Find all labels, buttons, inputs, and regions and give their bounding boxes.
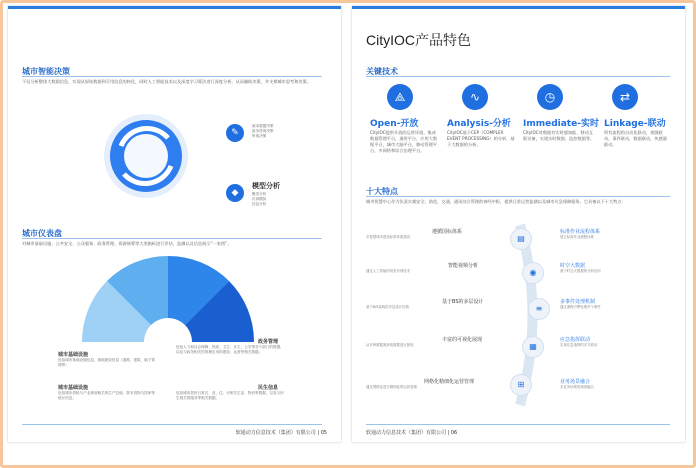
decision-item: 政务咨询决策	[252, 129, 274, 134]
realtime-icon: ◷	[537, 84, 563, 110]
feature-text: 建立标准作业流程体系	[560, 235, 594, 239]
page-footer: 软通动力信息技术（集团）有限公司 | 06	[366, 430, 458, 436]
section-divider	[366, 76, 670, 77]
dash-label-text: 包括城市居民日常衣、食、住、行相关生活、物价等数据，以及与民生相关的服务等相关数据。	[176, 391, 284, 401]
feature-text: 多业务场景的深度融合	[560, 385, 594, 389]
feature-title: 智能视频分析	[448, 263, 479, 269]
dash-label-text: 包括人力和社会保障、民政、卫生、计生、公安等各个部门的数据，以及与政务相关的管理应用的建设、运营等相关数据。	[176, 345, 284, 355]
section-title-features: 十大特点	[366, 187, 398, 196]
feature-text: 通过网格化进行精细化的运营管理	[366, 385, 417, 389]
section-divider	[22, 238, 322, 239]
decision-description: 不仅分析整体大数据信息，实现从原始数据到可用信息的转化，同时人工智能技术以及深度学习算法进行深度分析，从而辅助决策，并支撑城市思考和决策。	[22, 79, 311, 84]
video-icon: ◉	[522, 262, 544, 284]
decision-items	[252, 124, 312, 140]
footer-divider	[366, 424, 670, 425]
linkage-icon: ⇄	[612, 84, 638, 110]
analysis-icon: ∿	[462, 84, 488, 110]
feature-text: 基于B/S架构的多层设计结构	[366, 305, 409, 309]
tech-text-analysis: CityIOC基于CEP（COMPLEX EVENT PROCESSING）的分析、基于大数据的分析。	[447, 130, 515, 147]
cycle-graphic	[96, 106, 196, 206]
feature-title: 基于BS的多层设计	[442, 299, 484, 305]
top-bar	[8, 6, 341, 9]
feature-title: 遵循国标体系	[432, 229, 463, 235]
feature-title: 网格化精细化运营管理	[424, 379, 475, 385]
tech-title-immediate: Immediate-实时	[523, 119, 599, 129]
feature-title: 丰富的可视化展现	[442, 337, 483, 343]
section-title-decision: 城市智能决策	[22, 67, 70, 76]
dash-label-title: 民生信息	[258, 385, 279, 391]
dash-label-title: 城市基础设施	[58, 352, 89, 358]
decision-icon: ✎	[226, 124, 244, 142]
tech-title-open: Open-开放	[370, 119, 419, 129]
dash-label-title: 政务管理	[258, 339, 279, 345]
feature-text: 实现应急指挥的多方联动	[560, 343, 598, 347]
grid-icon: ⊞	[510, 374, 532, 396]
tech-title-linkage: Linkage-联动	[604, 119, 666, 129]
feature-title: 时空大数据	[560, 263, 586, 269]
right-page	[352, 6, 685, 442]
feature-text: 通过人工智能的视觉识别技术	[366, 269, 411, 273]
model-title: 模型分析	[252, 182, 280, 190]
dash-label-title: 城市基础设施	[58, 385, 89, 391]
model-item: 仿真模拟	[252, 197, 267, 202]
feature-title: 多事件处理机制	[560, 299, 596, 305]
standard-icon: ▤	[510, 228, 532, 250]
tech-text-open: CityIOC提供开放的运营环境，集成数据管理平台，通用平台，应用大数据平台，城市大脑平台，移动管理平台，多网络和综合治理平台。	[370, 130, 438, 153]
chart-icon: ▦	[522, 336, 544, 358]
page-title: CityIOC产品特色	[366, 32, 471, 48]
model-items	[252, 192, 312, 208]
decision-item: 听取决策	[252, 134, 267, 139]
top-bar	[352, 6, 685, 9]
decision-item: 就求数据决策	[252, 124, 274, 128]
features-description: 城市智慧中心作为负责灾难安全、防范、交通、通讯综合管理的神经中枢，提供日常运营监测以及城市应急保障服务，它具备以下十大特点：	[366, 199, 626, 204]
model-item: 聚类分析	[252, 192, 267, 196]
feature-title: 标准作业流程体系	[560, 229, 601, 235]
left-page	[8, 6, 341, 442]
dash-label-text: 包括城市基础设施信息，基础建设信息（道路、建筑、地下管网等）	[58, 358, 156, 368]
section-divider	[22, 76, 322, 77]
page-footer: 软通动力信息技术（集团）有限公司 | 05	[235, 430, 327, 436]
footer-divider	[22, 424, 322, 425]
section-title-tech: 关键技术	[366, 67, 398, 76]
model-icon: ◆	[226, 184, 244, 202]
feature-text: 从多种数据源获取数据进行展现	[366, 343, 414, 347]
feature-text: 市智慧城市建设标准体系建设	[366, 235, 411, 239]
dashboard-fan-chart	[68, 254, 268, 344]
feature-text: 通过流程引擎处理多个事件	[560, 305, 601, 309]
share-icon: ⟁	[387, 84, 413, 110]
layers-icon: ≡	[528, 298, 550, 320]
dashboard-description: 对城市基础设施、公共安全、公众服务、政务管理、资源统筹等大类指标进行评估、监测以及信息展示“一张图”。	[22, 241, 232, 246]
section-divider	[366, 196, 670, 197]
model-item: 信息分析	[252, 202, 267, 207]
dash-label-text: 包括城市供给与产业规划相关的生产总值、资本货物与国家等统计信息。	[58, 391, 156, 401]
tech-text-immediate: CityIOC对数据有实时感知能、移动互联设备，实现实时数据、监控数据等。	[523, 130, 595, 141]
section-title-dashboard: 城市仪表盘	[22, 229, 62, 238]
tech-title-analysis: Analysis-分析	[447, 119, 511, 129]
feature-title: 应急指挥联动	[560, 337, 591, 343]
tech-text-linkage: 所有流程的自动化联动，视频联动，事件联动，数据联动，传感器联动。	[604, 130, 667, 147]
feature-title: 业务场景融合	[560, 379, 591, 385]
feature-text: 基于时空大数据的分析应用	[560, 269, 601, 273]
